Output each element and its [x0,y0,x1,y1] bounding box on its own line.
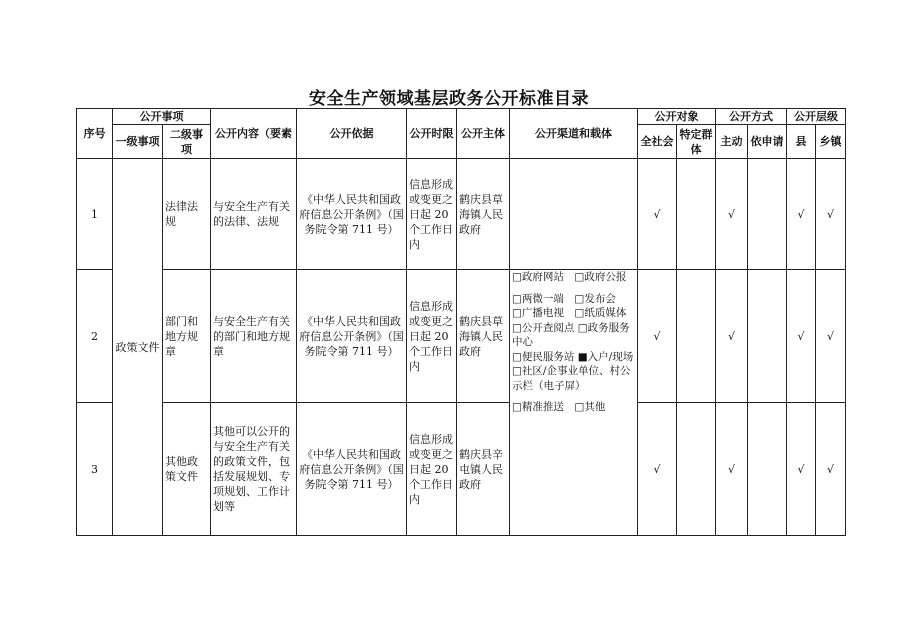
row-content: 其他可以公开的与安全生产有关的政策文件，包括发展规划、专项规划、工作计划等 [211,403,297,536]
header-matters: 公开事项 [113,109,211,125]
row-county: √ [787,159,816,270]
row-county: √ [787,403,816,536]
row-active: √ [716,159,748,270]
channel-line: □公开查阅点 □政务服务中心 [512,321,630,348]
row-channels-empty [510,159,638,270]
row-seq: 1 [77,159,113,270]
row-active: √ [716,270,748,403]
header-basis: 公开依据 [297,109,407,159]
row-subject: 鹤庆县草海镇人民政府 [457,159,510,270]
row-on-request [748,270,787,403]
channel-line: □社区/企事业单位、村公示栏（电子屏） [512,365,631,392]
header-subject: 公开主体 [457,109,510,159]
header-level2: 二级事项 [163,125,211,159]
row-subject: 鹤庆县草海镇人民政府 [457,270,510,403]
row-time-limit: 信息形成或变更之日起 20 个工作日内 [407,270,457,403]
row-specific-groups [677,159,716,270]
catalog-table [76,108,846,536]
channel-line: □精准推送 □其他 [512,401,606,413]
row-township: √ [816,270,846,403]
row-basis: 《中华人民共和国政府信息公开条例》（国务院令第 711 号） [297,403,407,536]
header-level: 公开层级 [787,109,846,125]
header-on-request: 依申请 [748,125,787,159]
row-township: √ [816,159,846,270]
row-on-request [748,403,787,536]
row-seq: 2 [77,270,113,403]
header-seq: 序号 [77,109,113,159]
row-specific-groups [677,270,716,403]
row-level2: 法律法规 [163,159,211,270]
row-basis: 《中华人民共和国政府信息公开条例》（国务院令第 711 号） [297,159,407,270]
header-method: 公开方式 [716,109,787,125]
row-level2: 部门和地方规章 [163,270,211,403]
table-row [77,403,846,536]
header-time-limit: 公开时限 [407,109,457,159]
channel-line: □政府网站 □政府公报 [512,271,627,283]
channel-line: □两微一端 □发布会 [512,292,616,305]
table-row [77,159,846,270]
row-township: √ [816,403,846,536]
header-audience: 公开对象 [638,109,716,125]
row-subject: 鹤庆县辛屯镇人民政府 [457,403,510,536]
header-county: 县 [787,125,816,159]
row-active: √ [716,403,748,536]
level1-item: 政策文件 [113,159,163,536]
header-township: 乡镇 [816,125,846,159]
row-basis: 《中华人民共和国政府信息公开条例》（国务院令第 711 号） [297,270,407,403]
header-specific-groups: 特定群体 [677,125,716,159]
row-whole-society: √ [638,403,677,536]
header-content: 公开内容（要素 [211,109,297,159]
row-whole-society: √ [638,270,677,403]
row-content: 与安全生产有关的法律、法规 [211,159,297,270]
row-level2: 其他政策文件 [163,403,211,536]
row-specific-groups [677,403,716,536]
row-county: √ [787,270,816,403]
row-seq: 3 [77,403,113,536]
header-level1: 一级事项 [113,125,163,159]
table-row [77,270,846,403]
header-channels: 公开渠道和载体 [510,109,638,159]
row-time-limit: 信息形成或变更之日起 20 个工作日内 [407,159,457,270]
row-on-request [748,159,787,270]
header-whole-society: 全社会 [638,125,677,159]
header-active: 主动 [716,125,748,159]
row-content: 与安全生产有关的部门和地方规章 [211,270,297,403]
channel-line: □便民服务站 ■入户/现场 [512,350,634,363]
page-title: 安全生产领域基层政务公开标准目录 [309,89,589,109]
row-whole-society: √ [638,159,677,270]
row-time-limit: 信息形成或变更之日起 20 个工作日内 [407,403,457,536]
channel-line: □广播电视 □纸质媒体 [512,307,627,319]
channels-cell [510,270,638,536]
